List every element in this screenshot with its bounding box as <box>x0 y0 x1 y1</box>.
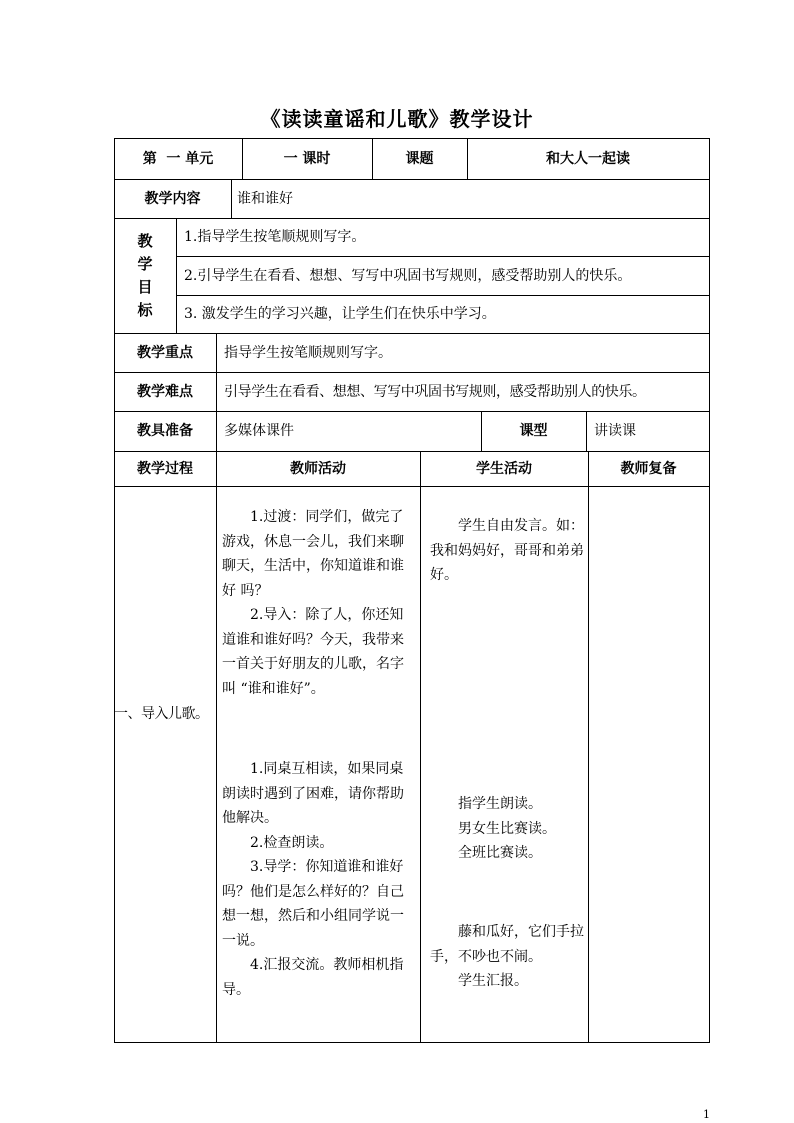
content-label: 教学内容 <box>144 190 201 207</box>
rule <box>420 451 421 1042</box>
topic-label: 课题 <box>405 150 434 167</box>
teacher-activity-item: 2.导入：除了人，你还知道谁和谁好吗？今天，我带来一首关于好朋友的儿歌，名字叫 “谁和谁好”。 <box>222 607 404 697</box>
rule <box>114 1042 710 1043</box>
objectives-label <box>114 218 176 333</box>
page-title: 《读读童谣和儿歌》教学设计 <box>260 107 534 131</box>
process-col-stage: 教学过程 <box>137 460 193 477</box>
objectives-label-char: 学 <box>137 254 153 273</box>
difficulty-value: 引导学生在看看、想想、写写中巩固书写规则，感受帮助别人的快乐。 <box>224 383 646 400</box>
objectives-label-char: 目 <box>137 277 153 296</box>
prep-value: 多媒体课件 <box>224 423 294 439</box>
teacher-activity-item: 1.同桌互相读，如果同桌朗读时遇到了困难，请你帮助他解决。 <box>222 761 404 826</box>
objective-item: 3. 激发学生的学习兴趣，让学生们在快乐中学习。 <box>184 306 496 322</box>
lesson-type-label: 课型 <box>519 423 548 439</box>
unit-cell: 第 一 单元 <box>142 150 214 167</box>
student-activity-item: 藤和瓜好，它们手拉手，不吵也不闹。 <box>430 924 584 965</box>
key-point-label: 教学重点 <box>137 344 193 361</box>
teacher-activity-item: 3.导学：你知道谁和谁好吗？他们是怎么样好的？自己想一想，然后和小组同学说一一说。 <box>222 859 404 949</box>
topic-value: 和大人一起读 <box>546 150 630 167</box>
student-activity-item: 学生自由发言。如：我和妈妈好，哥哥和弟弟好。 <box>430 518 584 583</box>
difficulty-label: 教学难点 <box>137 383 193 400</box>
process-col-teacher: 教师活动 <box>290 460 346 477</box>
teacher-activity-item: 2.检查朗读。 <box>250 834 334 851</box>
objectives-label-char: 教 <box>137 231 153 250</box>
student-activity-block <box>430 792 586 866</box>
teacher-activity-item: 1.过渡：同学们，做完了游戏，休息一会儿，我们来聊聊天，生活中，你知道谁和谁好 吗？ <box>222 509 404 599</box>
page-number: 1 <box>703 1108 710 1121</box>
rule <box>114 486 710 487</box>
student-activity-item: 全班比赛读。 <box>458 845 542 861</box>
process-col-review: 教师复备 <box>620 460 677 477</box>
rule <box>216 451 217 1042</box>
student-activity-block <box>430 920 586 994</box>
rule <box>588 451 589 1042</box>
student-activity-item: 学生汇报。 <box>458 973 528 989</box>
student-activity-block <box>430 514 586 588</box>
teacher-activity-item: 4.汇报交流。教师相机指导。 <box>222 957 404 998</box>
content-value: 谁和谁好 <box>237 190 293 207</box>
rule <box>709 138 710 1043</box>
teacher-activity-block <box>222 757 416 1002</box>
teacher-activity-block <box>222 505 416 701</box>
lesson-cell: 一 课时 <box>283 150 331 167</box>
prep-label: 教具准备 <box>137 423 193 439</box>
student-activity-item: 男女生比赛读。 <box>458 820 556 837</box>
key-point-value: 指导学生按笔顺规则写字。 <box>224 344 392 361</box>
process-stage: 一、导入儿歌。 <box>114 706 209 722</box>
objectives-label-char: 标 <box>137 300 153 319</box>
process-col-student: 学生活动 <box>476 460 532 477</box>
student-activity-item: 指学生朗读。 <box>458 796 542 812</box>
objective-item: 1.指导学生按笔顺规则写字。 <box>184 229 366 245</box>
lesson-type-value: 讲读课 <box>594 423 636 439</box>
objective-item: 2.引导学生在看看、想想、写写中巩固书写规则，感受帮助别人的快乐。 <box>184 267 632 284</box>
